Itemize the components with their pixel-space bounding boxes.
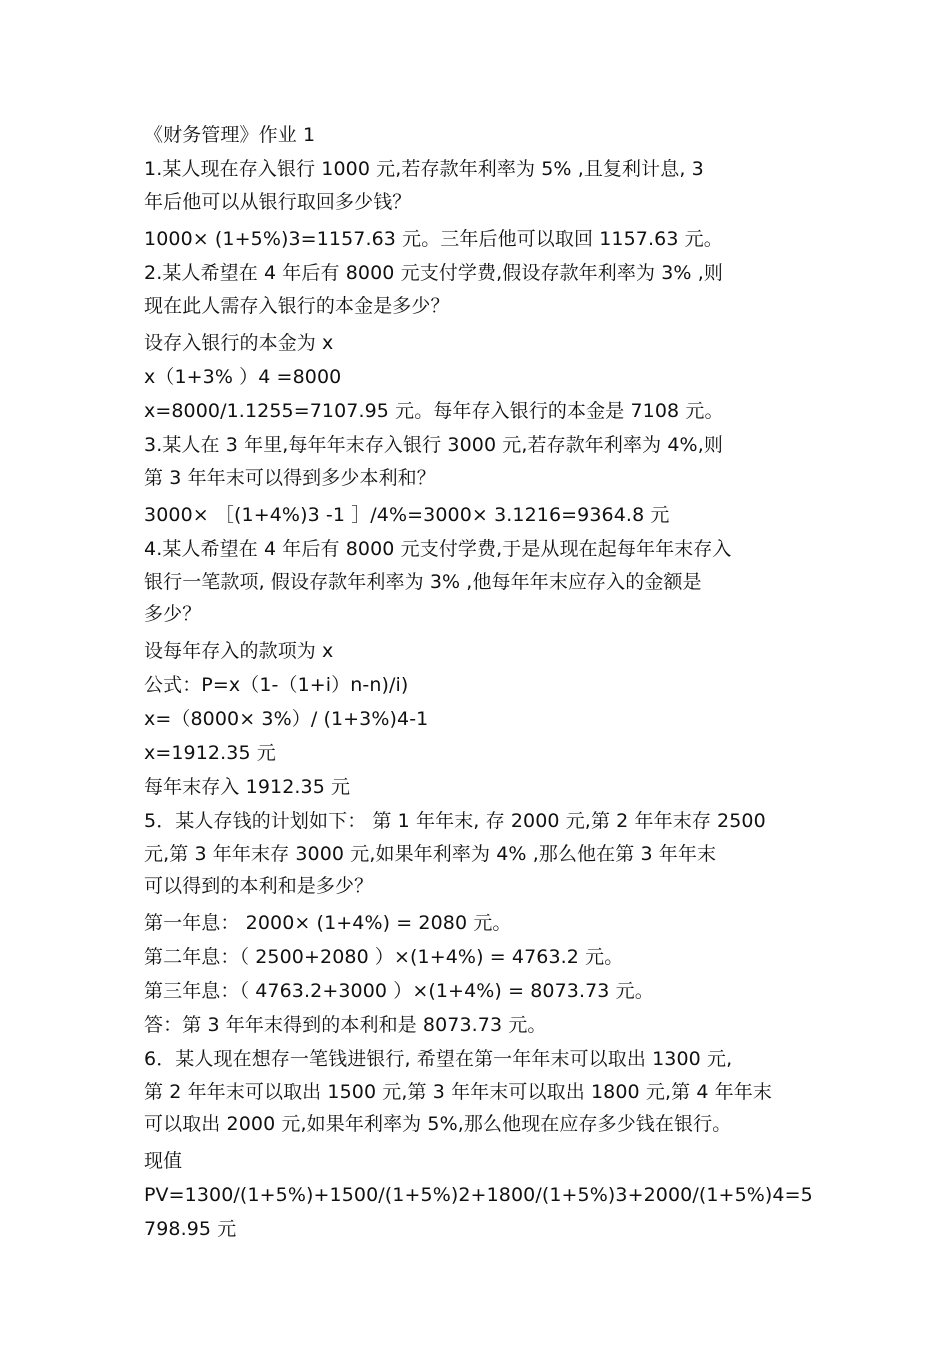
text-line: 3.某人在 3 年里,每年年末存入银行 3000 元,若存款年利率为 4%,则: [144, 434, 723, 456]
text-line: 可以得到的本利和是多少？: [144, 875, 374, 897]
text-line: PV=1300/(1+5%)+1500/(1+5%)2+1800/(1+5%)3+2000/(1+5%)4=5: [144, 1184, 813, 1206]
text-line: 设存入银行的本金为 x: [144, 332, 334, 354]
text-line: 第三年息：（ 4763.2+3000 ）×(1+4%) = 8073.73 元。: [144, 980, 654, 1002]
text-line: 公式：P=x（1-（1+i）n-n)/i): [144, 674, 409, 696]
text-line: 2.某人希望在 4 年后有 8000 元支付学费,假设存款年利率为 3% ,则: [144, 262, 723, 284]
text-line: x（1+3% ）4 =8000: [144, 366, 342, 388]
text-line: 答：第 3 年年末得到的本利和是 8073.73 元。: [144, 1014, 547, 1036]
text-line: 第 2 年年末可以取出 1500 元,第 3 年年末可以取出 1800 元,第 4 年年末: [144, 1081, 772, 1103]
text-line: 1000× (1+5%)3=1157.63 元。三年后他可以取回 1157.63 元。: [144, 228, 723, 250]
text-line: 第一年息： 2000× (1+4%) = 2080 元。: [144, 912, 512, 934]
text-line: 多少？: [144, 603, 202, 625]
text-line: 可以取出 2000 元,如果年利率为 5%,那么他现在应存多少钱在银行。: [144, 1113, 732, 1135]
text-line: 现在此人需存入银行的本金是多少？: [144, 295, 450, 317]
text-line: 设每年存入的款项为 x: [144, 640, 334, 662]
text-line: 第 3 年年末可以得到多少本利和？: [144, 467, 436, 489]
text-line: x=（8000× 3%）/ (1+3%)4-1: [144, 708, 429, 730]
text-line: 每年末存入 1912.35 元: [144, 776, 351, 798]
text-line: 3000× ［(1+4%)3 -1 ］/4%=3000× 3.1216=9364.8 元: [144, 504, 670, 526]
text-line: 现值: [144, 1150, 183, 1172]
text-line: x=1912.35 元: [144, 742, 276, 764]
text-line: 银行一笔款项, 假设存款年利率为 3% ,他每年年末应存入的金额是: [144, 571, 702, 593]
text-line: 798.95 元: [144, 1218, 237, 1240]
text-line: 年后他可以从银行取回多少钱？: [144, 191, 412, 213]
document-body: [144, 118, 924, 1246]
text-line: x=8000/1.1255=7107.95 元。每年存入银行的本金是 7108 元。: [144, 400, 724, 422]
document-title: 《财务管理》作业 1: [144, 124, 316, 146]
text-line: 4.某人希望在 4 年后有 8000 元支付学费,于是从现在起每年年末存入: [144, 538, 732, 560]
text-line: 第二年息：（ 2500+2080 ）×(1+4%) = 4763.2 元。: [144, 946, 624, 968]
text-line: 1.某人现在存入银行 1000 元,若存款年利率为 5% ,且复利计息, 3: [144, 158, 704, 180]
text-line: 5．某人存钱的计划如下： 第 1 年年末, 存 2000 元,第 2 年年末存 2500: [144, 810, 766, 832]
text-line: 6．某人现在想存一笔钱进银行, 希望在第一年年末可以取出 1300 元,: [144, 1048, 733, 1070]
text-line: 元,第 3 年年末存 3000 元,如果年利率为 4% ,那么他在第 3 年年末: [144, 843, 717, 865]
